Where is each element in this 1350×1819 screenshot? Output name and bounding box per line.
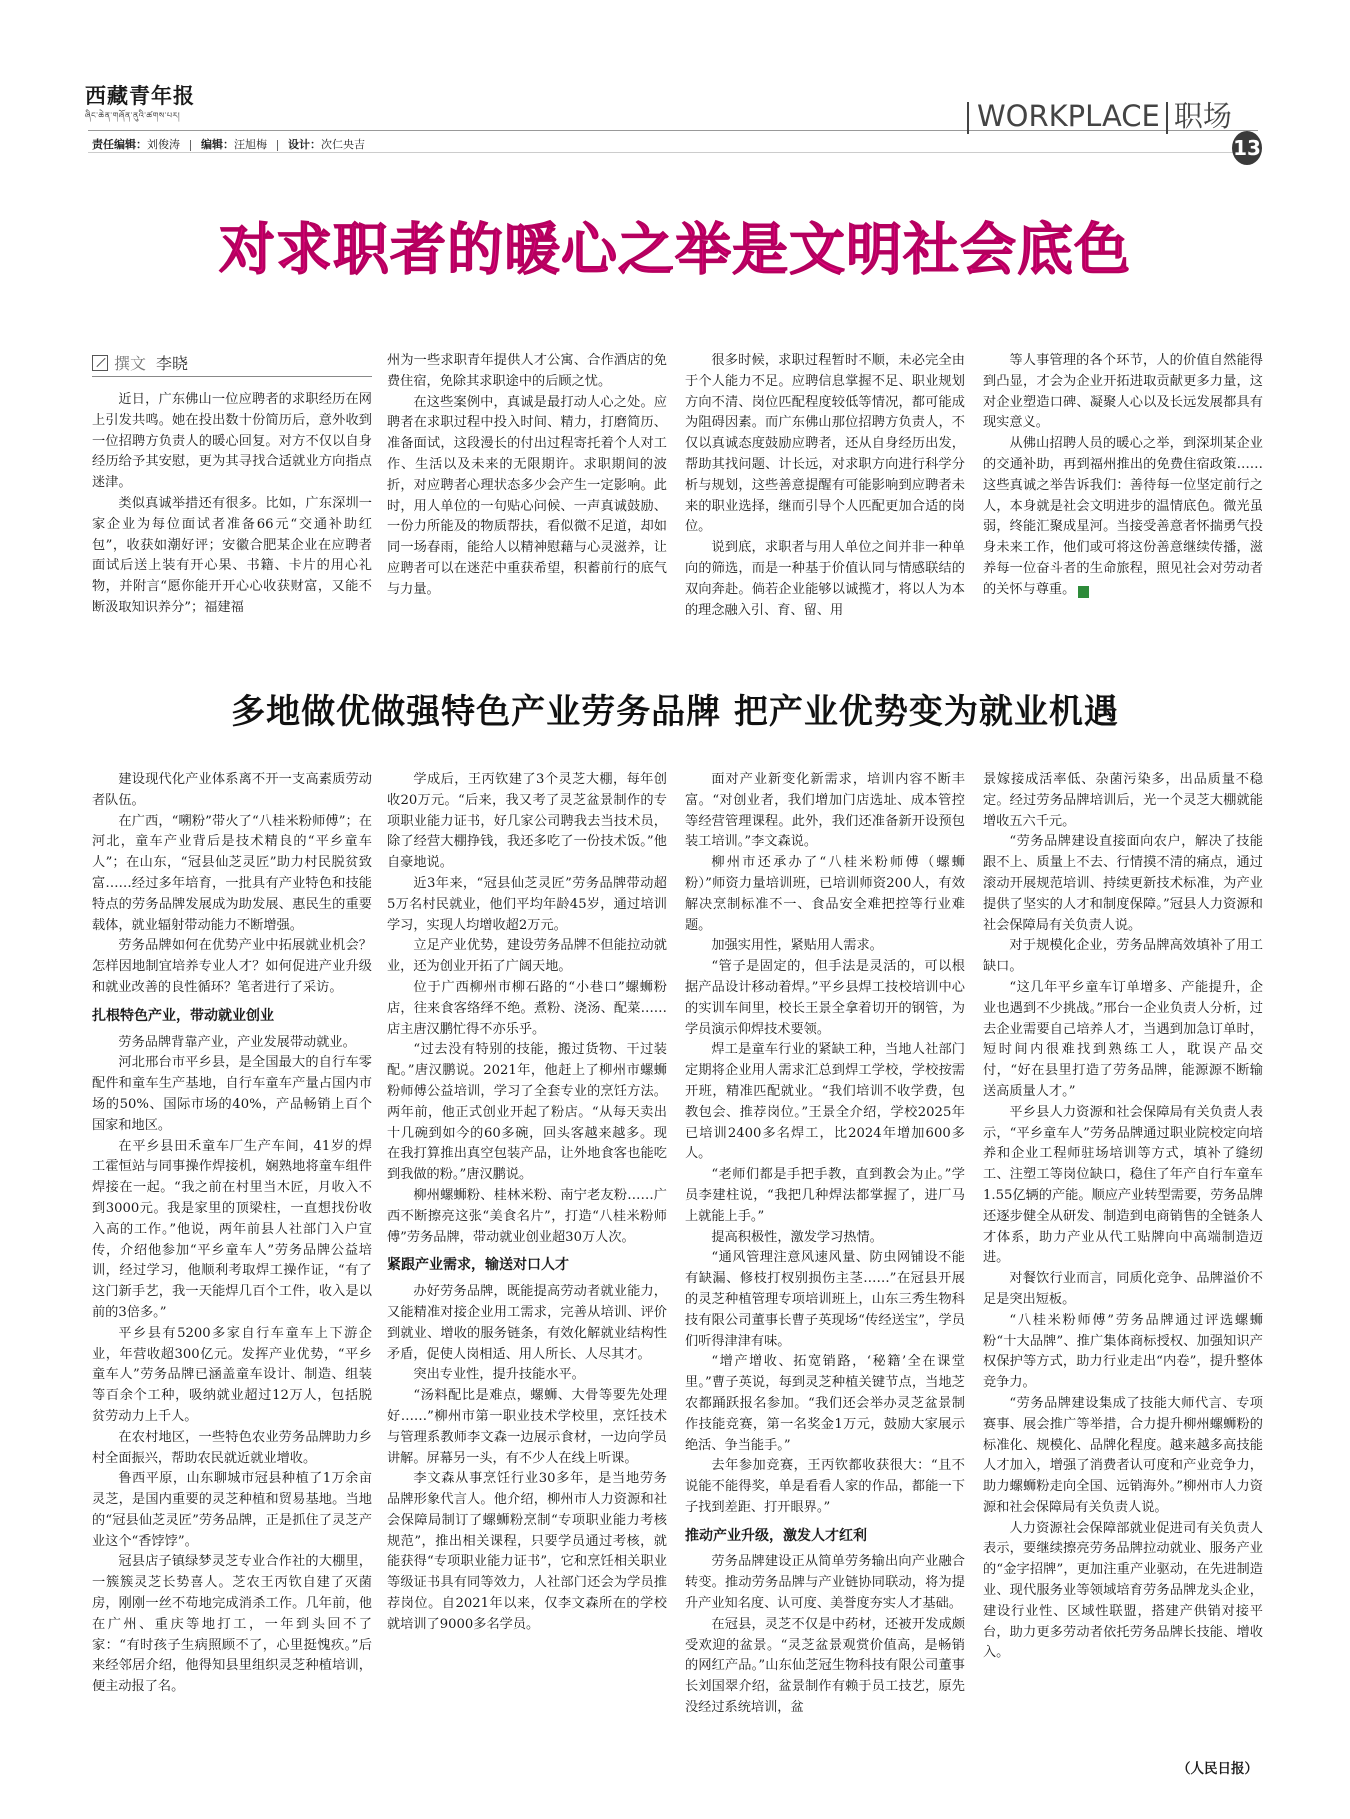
article2-paragraph: 在广西，“嗍粉”带火了“八桂米粉师傅”；在河北，童车产业背后是技术精良的“平乡童车人”；在山东，“冠县仙芝灵匠”助力村民脱贫致富……经过多年培育，一批具有产业特色和技能特点的劳务品牌发展成为助发展、惠民生的重要载体，就业辐射带动能力不断增强。 — [92, 813, 372, 933]
page-number: 13 — [1232, 131, 1262, 165]
end-mark-icon: 青 — [1078, 586, 1089, 598]
article2-paragraph: 景嫁接成活率低、杂菌污染多，出品质量不稳定。经过劳务品牌培训后，光一个灵芝大棚就能增收五六千元。 — [983, 772, 1263, 829]
article2-paragraph: 人力资源社会保障部就业促进司有关负责人表示，要继续擦亮劳务品牌拉动就业、服务产业的“金字招牌”，更加注重产业驱动，在先进制造业、现代服务业等领域培育劳务品牌龙头企业，建设行业性、区域性联盟，搭建产供销对接平台，助力更多劳动者依托劳务品牌长技能、增收入。 — [983, 1520, 1263, 1661]
section-en: WORKPLACE — [977, 99, 1160, 133]
article2-paragraph: 在冠县，灵芝不仅是中药材，还被开发成颇受欢迎的盆景。“灵芝盆景观赏价值高，是畅销的网红产品。”山东仙芝冠生物科技有限公司董事长刘国翠介绍，盆景制作有赖于员工技艺，原先没经过系统培训，盆 — [685, 1616, 965, 1716]
article2-paragraph: “增产增收、拓宽销路，‘秘籍’全在课堂里。”曹子英说，每到灵芝种植关键节点，当地芝农都踊跃报名参加。“我们还会举办灵芝盆景制作技能竞赛，第一名奖金1万元，鼓励大家展示绝活、争当能手。” — [685, 1354, 965, 1453]
article2-paragraph: 对于规模化企业，劳务品牌高效填补了用工缺口。 — [983, 938, 1263, 975]
article2-paragraph: “通风管理注意风速风量、防虫网铺设不能有缺漏、修枝打杈别损伤主茎……”在冠县开展的灵芝种植管理专项培训班上，山东三秀生物科技有限公司董事长曹子英现场“传经送宝”，学员们听得津津有味。 — [685, 1250, 965, 1349]
credit-separator — [277, 140, 278, 151]
byline — [92, 351, 188, 374]
article2-paragraph: “老师们都是手把手教，直到教会为止。”学员李建柱说，“我把几种焊法都掌握了，进厂马上就能上手。” — [685, 1167, 965, 1224]
article1-paragraph: 近日，广东佛山一位应聘者的求职经历在网上引发共鸣。她在投出数十份简历后，意外收到一位招聘方负责人的暖心回复。对方不仅以自身经历给予其安慰，更为其寻找合适就业方向指点迷津。 — [92, 392, 372, 491]
masthead-title: 西藏青年报 — [85, 84, 195, 108]
article2-paragraph: “过去没有特别的技能，搬过货物、干过装配。”唐汉鹏说。2021年，他赶上了柳州市螺蛳粉师傅公益培训，学习了全套专业的烹饪方法。两年前，他正式创业开起了粉店。“从每天卖出十几碗到如今的60多碗，回头客越来越多。现在我打算推出真空包装产品，让外地食客也能吃到我做的粉。”唐汉鹏说。 — [387, 1042, 667, 1183]
section-bar — [967, 102, 969, 134]
article2-paragraph: 立足产业优势，建设劳务品牌不但能拉动就业，还为创业开拓了广阔天地。 — [387, 938, 667, 975]
article2-paragraph: 突出专业性，提升技能水平。 — [413, 1367, 585, 1383]
article2-paragraph: 去年参加竞赛，王丙钦都收获很大：“且不说能不能得奖，单是看看人家的作品，都能一下子找到差距、打开眼界。” — [685, 1458, 965, 1515]
designer-label: 设计： — [288, 138, 321, 151]
article1-paragraph: 等人事管理的各个环节，人的价值自然能得到凸显，才会为企业开拓进取贡献更多力量，这对企业塑造口碑、凝聚人心以及长远发展都具有现实意义。 — [983, 353, 1263, 431]
article1-headline: 对求职者的暖心之举是文明社会底色 — [219, 218, 1131, 283]
section-bar — [1166, 102, 1168, 134]
editor-credits — [92, 136, 365, 152]
article2-column-1 — [92, 770, 372, 1698]
article1-paragraph: 很多时候，求职过程暂时不顺，未必完全由于个人能力不足。应聘信息掌握不足、职业规划方向不清、岗位匹配程度较低等情况，都可能成为阻碍因素。而广东佛山那位招聘方负责人，不仅以真诚态度鼓励应聘者，还从自身经历出发，帮助其找问题、计长远，对求职方向进行科学分析与规划，这些善意提醒有可能影响到应聘者未来的职业选择，继而引导个人匹配更加合适的岗位。 — [685, 353, 965, 535]
article2-paragraph: 建设现代化产业体系离不开一支高素质劳动者队伍。 — [92, 772, 372, 808]
masthead-subtitle: ཞིང་ཆེན་གཞོན་ནུའི་ཚགས་པར། — [85, 111, 181, 120]
article1-column-2 — [387, 351, 667, 601]
article1-paragraph: 类似真诚举措还有很多。比如，广东深圳一家企业为每位面试者准备66元“交通补助红包”，收获如潮好评；安徽合肥某企业在应聘者面试后送上装有开心果、书籍、卡片的用心礼物，并附言“愿你能开开心心收获财富，又能不断汲取知识养分”；福建福 — [92, 495, 372, 615]
article2-paragraph: “劳务品牌建设集成了技能大师代言、专项赛事、展会推广等举措，合力提升柳州螺蛳粉的标准化、规模化、品牌化程度。越来越多高技能人才加入，增强了消费者认可度和产业竞争力，助力螺蛳粉走向全国、远销海外。”柳州市人力资源和社会保障局有关负责人说。 — [983, 1395, 1263, 1515]
article2-paragraph: 柳州市还承办了“八桂米粉师傅（螺蛳粉）”师资力量培训班，已培训师资200人，有效解决烹制标准不一、食品安全难把控等行业难题。 — [685, 855, 965, 933]
article2-paragraph: 对餐饮行业而言，同质化竞争、品牌溢价不足是突出短板。 — [983, 1271, 1263, 1307]
byline-label: 撰文 — [114, 354, 147, 373]
article2-subheading: 推动产业升级，激发人才红利 — [685, 1527, 867, 1544]
article2-source: （人民日报） — [1177, 1761, 1258, 1777]
article2-paragraph: 李文森从事烹饪行业30多年，是当地劳务品牌形象代言人。他介绍，柳州市人力资源和社会保障局制订了螺蛳粉烹制“专项职业能力考核规范”，推出相关课程，只要学员通过考核，就能获得“专项职业能力证书”，它和烹饪相关职业等级证书具有同等效力，人社部门还会为学员推荐岗位。自2021年以来，仅李文森所在的学校就培训了9000多名学员。 — [387, 1471, 667, 1632]
article2-paragraph: 鲁西平原，山东聊城市冠县种植了1万余亩灵芝，是国内重要的灵芝种植和贸易基地。当地的“冠县仙芝灵匠”劳务品牌，正是抓住了灵芝产业这个“香饽饽”。 — [92, 1471, 372, 1549]
article1-paragraph: 州为一些求职青年提供人才公寓、合作酒店的免费住宿，免除其求职途中的后顾之忧。 — [387, 353, 667, 389]
article1-column-1 — [92, 390, 372, 619]
article2-paragraph: 平乡县人力资源和社会保障局有关负责人表示，“平乡童车人”劳务品牌通过职业院校定向培养和企业工程师驻场培训等方式，填补了缝纫工、注塑工等岗位缺口，稳住了年产自行车童车1.55亿辆的产能。顺应产业转型需要，劳务品牌还逐步健全从研发、制造到电商销售的全链条人才体系，助力产业从代工贴牌向中高端制造迈进。 — [983, 1104, 1263, 1266]
byline-rule — [92, 376, 372, 377]
editor-name: 汪旭梅 — [234, 138, 267, 151]
article2-paragraph: 办好劳务品牌，既能提高劳动者就业能力，又能精准对接企业用工需求，完善从培训、评价到就业、增收的服务链条，有效化解就业结构性矛盾，促使人岗相适、用人所长、人尽其才。 — [387, 1284, 667, 1362]
article2-subheading: 扎根特色产业，带动就业创业 — [92, 1007, 274, 1024]
article2-paragraph: 平乡县有5200多家自行车童车上下游企业，年营收超300亿元。发挥产业优势，“平乡童车人”劳务品牌已涵盖童车设计、制造、组装等百余个工种，吸纳就业超过12万人，包括脱贫劳动力上千人。 — [92, 1325, 372, 1424]
credit-separator — [190, 140, 191, 151]
article2-paragraph: 提高积极性，激发学习热情。 — [711, 1229, 883, 1245]
article2-paragraph: 在平乡县田禾童车厂生产车间，41岁的焊工霍恒站与同事操作焊接机，娴熟地将童车组件焊接在一起。“我之前在村里当木匠，月收入不到3000元。我是家里的顶梁柱，一直想找份收入高的工作。”他说，两年前县人社部门入户宣传，介绍他参加“平乡童车人”劳务品牌公益培训，经过学习，他顺利考取焊工操作证，“有了这门新手艺，我一天能焊几百个工件，收入是以前的3倍多。” — [92, 1138, 372, 1320]
article2-paragraph: 劳务品牌背靠产业，产业发展带动就业。 — [118, 1034, 356, 1050]
article2-paragraph: 面对产业新变化新需求，培训内容不断丰富。“对创业者，我们增加门店选址、成本管控等经营管理课程。此外，我们还准备新开设预包装工培训。”李文森说。 — [685, 772, 965, 850]
article2-paragraph: 冠县店子镇绿梦灵芝专业合作社的大棚里，一簇簇灵芝长势喜人。芝农王丙钦自建了灭菌房，刚刚一丝不苟地完成消杀工作。几年前，他在广州、重庆等地打工，一年到头回不了家：“有时孩子生病照顾不了，心里挺愧疚。”后来经邻居介绍，他得知县里组织灵芝种植培训，便主动报了名。 — [92, 1554, 372, 1695]
article2-paragraph: 劳务品牌建设正从简单劳务输出向产业融合转变。推动劳务品牌与产业链协同联动，将为提升产业知名度、认可度、美誉度夯实人才基础。 — [685, 1554, 965, 1612]
section-zh: 职场 — [1173, 99, 1232, 133]
article1-column-3 — [685, 351, 965, 621]
article2-paragraph: “汤料配比是难点，螺蛳、大骨等要先处理好……”柳州市第一职业技术学校里，烹饪技术与管理系教师李文森一边展示食材，一边向学员讲解。屏幕另一头，有不少人在线上听课。 — [387, 1388, 667, 1466]
article2-paragraph: “管子是固定的，但手法是灵活的，可以根据产品设计移动着焊。”平乡县焊工技校培训中心的实训车间里，校长王景全拿着切开的钢管，为学员演示仰焊技术要领。 — [685, 959, 965, 1037]
article1-paragraph: 在这些案例中，真诚是最打动人心之处。应聘者在求职过程中投入时间、精力，打磨简历、准备面试，这段漫长的付出过程寄托着个人对工作、生活以及未来的无限期许。求职期间的波折，对应聘者心理状态多少会产生一定影响。此时，用人单位的一句贴心问候、一声真诚鼓励、一份力所能及的物质帮扶，看似微不足道，却如同一场春雨，能给人以精神慰藉与心灵滋养，让应聘者可以在迷茫中重获希望，积蓄前行的底气与力量。 — [387, 394, 667, 597]
article2-paragraph: 在农村地区，一些特色农业劳务品牌助力乡村全面振兴，帮助农民就近就业增收。 — [92, 1429, 372, 1466]
article2-column-3 — [685, 770, 965, 1719]
article1-column-4 — [983, 351, 1263, 601]
article2-paragraph: 河北邢台市平乡县，是全国最大的自行车零配件和童车生产基地，自行车童车产量占国内市场的50%、国际市场的40%，产品畅销上百个国家和地区。 — [92, 1055, 372, 1133]
pen-icon — [92, 355, 108, 371]
article2-paragraph: 学成后，王丙钦建了3个灵芝大棚，每年创收20万元。“后来，我又考了灵芝盆景制作的专项职业能力证书，好几家公司聘我去当技术员，除了经营大棚挣钱，我还多吃了一份技术饭。”他自豪地说。 — [387, 772, 667, 871]
editor-name: 刘俊涛 — [147, 138, 180, 151]
article2-paragraph: 焊工是童车行业的紧缺工种，当地人社部门定期将企业用人需求汇总到焊工学校，学校按需开班，精准匹配就业。“我们培训不收学费，包教包会、推荐岗位。”王景全介绍，学校2025年已培训2400多名焊工，比2024年增加600多人。 — [685, 1042, 965, 1162]
article2-paragraph: “八桂米粉师傅”劳务品牌通过评选螺蛳粉“十大品牌”、推广集体商标授权、加强知识产权保护等方式，助力行业走出“内卷”，提升整体竞争力。 — [983, 1312, 1263, 1391]
article1-paragraph: 从佛山招聘人员的暖心之举，到深圳某企业的交通补助，再到福州推出的免费住宿政策……这些真诚之举告诉我们：善待每一位坚定前行之人，本身就是社会文明进步的温情底色。微光虽弱，终能汇聚成星河。当接受善意者怀揣勇气投身未来工作，他们或可将这份善意继续传播，滋养每一位奋斗者的生命旅程，照见社会对劳动者的关怀与尊重。 青 — [983, 436, 1263, 597]
article2-paragraph: 劳务品牌如何在优势产业中拓展就业机会？怎样因地制宜培养专业人才？如何促进产业升级和就业改善的良性循环？笔者进行了采访。 — [92, 938, 372, 995]
editor-label: 编辑： — [201, 138, 234, 151]
designer-name: 次仁央吉 — [321, 138, 365, 151]
article2-paragraph: 加强实用性，紧贴用人需求。 — [711, 938, 883, 954]
article2-paragraph: 柳州螺蛳粉、桂林米粉、南宁老友粉……广西不断擦亮这张“美食名片”，打造“八桂米粉师傅”劳务品牌，带动就业创业超30万人次。 — [387, 1187, 667, 1245]
article2-paragraph: “劳务品牌建设直接面向农户，解决了技能跟不上、质量上不去、行情摸不清的痛点，通过滚动开展规范培训、持续更新技术标准，为产业提供了坚实的人才和制度保障。”冠县人力资源和社会保障局有关负责人说。 — [983, 834, 1263, 933]
header-divider-lower — [88, 152, 1258, 153]
byline-name: 李晓 — [156, 354, 189, 373]
article2-subheading: 紧跟产业需求，输送对口人才 — [387, 1257, 569, 1274]
article2-paragraph: 近3年来，“冠县仙芝灵匠”劳务品牌带动超5万名村民就业，他们平均年龄45岁，通过培训学习，实现人均增收超2万元。 — [387, 875, 667, 933]
article2-column-4 — [983, 770, 1263, 1664]
article2-column-2 — [387, 770, 667, 1636]
article2-headline: 多地做优做强特色产业劳务品牌 把产业优势变为就业机遇 — [231, 692, 1119, 732]
article1-paragraph: 说到底，求职者与用人单位之间并非一种单向的筛选，而是一种基于价值认同与情感联结的双向奔赴。倘若企业能够以诚揽才，将以人为本的理念融入引、育、留、用 — [685, 540, 965, 618]
article2-paragraph: “这几年平乡童车订单增多、产能提升，企业也遇到不少挑战。”邢台一企业负责人分析，过去企业需要自己培养人才，当遇到加急订单时，短时间内很难找到熟练工人，耽误产品交付，“好在县里打造了劳务品牌，能源源不断输送高质量人才。” — [983, 979, 1263, 1099]
article2-paragraph: 位于广西柳州市柳石路的“小巷口”螺蛳粉店，往来食客络绎不绝。煮粉、浇汤、配菜……店主唐汉鹏忙得不亦乐乎。 — [387, 979, 667, 1037]
section-tag — [967, 94, 1232, 135]
editor-label: 责任编辑： — [92, 138, 147, 151]
